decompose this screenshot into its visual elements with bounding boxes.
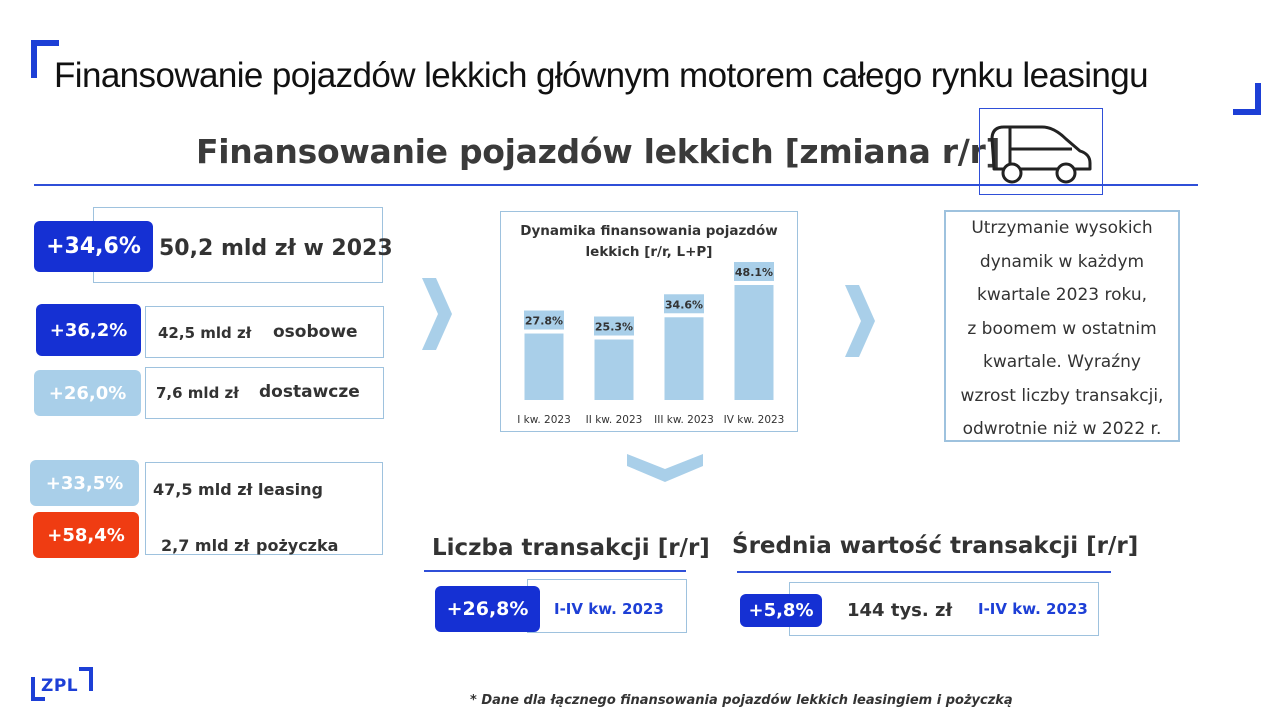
product-change-badge: +33,5%	[30, 460, 139, 506]
chart-bar	[525, 334, 564, 400]
car-icon	[979, 108, 1103, 195]
transactions-divider	[424, 570, 686, 572]
zpl-logo	[31, 667, 93, 703]
description-line: dynamik w każdym	[979, 251, 1145, 272]
total-text: 50,2 mld zł w 2023	[159, 236, 393, 261]
footnote: * Dane dla łącznego finansowania pojazdów lekkich leasingiem i pożyczką	[470, 693, 1013, 708]
description-line: z boomem w ostatnim	[967, 318, 1157, 339]
avg-value-amount: 144 tys. zł	[847, 600, 953, 621]
avg-value-divider	[737, 571, 1111, 573]
logo-text: ZPL	[41, 676, 79, 696]
transactions-change-badge: +26,8%	[435, 586, 540, 632]
header-divider	[34, 184, 1198, 186]
segment-amount: 42,5 mld zł	[158, 324, 252, 342]
transactions-title: Liczba transakcji [r/r]	[432, 535, 710, 561]
product-amount: 2,7 mld zł	[161, 536, 250, 555]
chart-bar	[735, 285, 774, 400]
chart-title-line: lekkich [r/r, L+P]	[585, 244, 713, 260]
segment-amount: 7,6 mld zł	[156, 384, 239, 402]
product-label: pożyczka	[256, 536, 339, 555]
chart-data-label: 34.6%	[664, 298, 704, 312]
description-line: kwartale 2023 roku,	[976, 285, 1147, 305]
chart-bar	[665, 317, 704, 400]
segment-label: osobowe	[273, 322, 358, 342]
product-amount: 47,5 mld zł	[153, 480, 253, 499]
segment-change-badge: +36,2%	[36, 304, 141, 356]
description-line: Utrzymanie wysokich	[971, 218, 1153, 238]
avg-value-period: I-IV kw. 2023	[978, 600, 1088, 618]
chart-category-label: II kw. 2023	[585, 414, 643, 426]
bar-chart	[500, 211, 798, 432]
chart-category-label: I kw. 2023	[517, 414, 571, 426]
chart-title-line: Dynamika finansowania pojazdów	[520, 223, 778, 239]
description-line: wzrost liczby transakcji,	[960, 385, 1164, 406]
chart-bar	[595, 340, 634, 400]
description-line: kwartale. Wyraźny	[983, 352, 1141, 372]
chevron-right-icon	[843, 283, 877, 359]
chevron-down-icon	[625, 452, 705, 484]
avg-value-change-badge: +5,8%	[740, 594, 822, 627]
product-label: leasing	[258, 480, 323, 499]
segment-label: dostawcze	[259, 382, 360, 402]
avg-value-title: Średnia wartość transakcji [r/r]	[732, 533, 1139, 559]
product-change-badge: +58,4%	[33, 512, 139, 558]
transactions-period: I-IV kw. 2023	[554, 600, 664, 618]
chart-category-label: IV kw. 2023	[723, 414, 785, 426]
chart-category-label: III kw. 2023	[654, 414, 714, 426]
page-title: Finansowanie pojazdów lekkich głównym motorem całego rynku leasingu	[54, 56, 1148, 95]
chart-data-label: 25.3%	[594, 320, 634, 334]
chart-data-label: 27.8%	[524, 314, 564, 328]
segment-change-badge: +26,0%	[34, 370, 141, 416]
description-line: odwrotnie niż w 2022 r.	[962, 419, 1162, 439]
chart-data-label: 48.1%	[734, 266, 774, 279]
section-subtitle: Finansowanie pojazdów lekkich [zmiana r/r]	[196, 132, 1001, 171]
description-text	[944, 210, 1180, 447]
title-bracket-right	[1233, 83, 1261, 115]
chevron-right-icon	[420, 276, 454, 352]
total-change-badge: +34,6%	[34, 221, 153, 272]
